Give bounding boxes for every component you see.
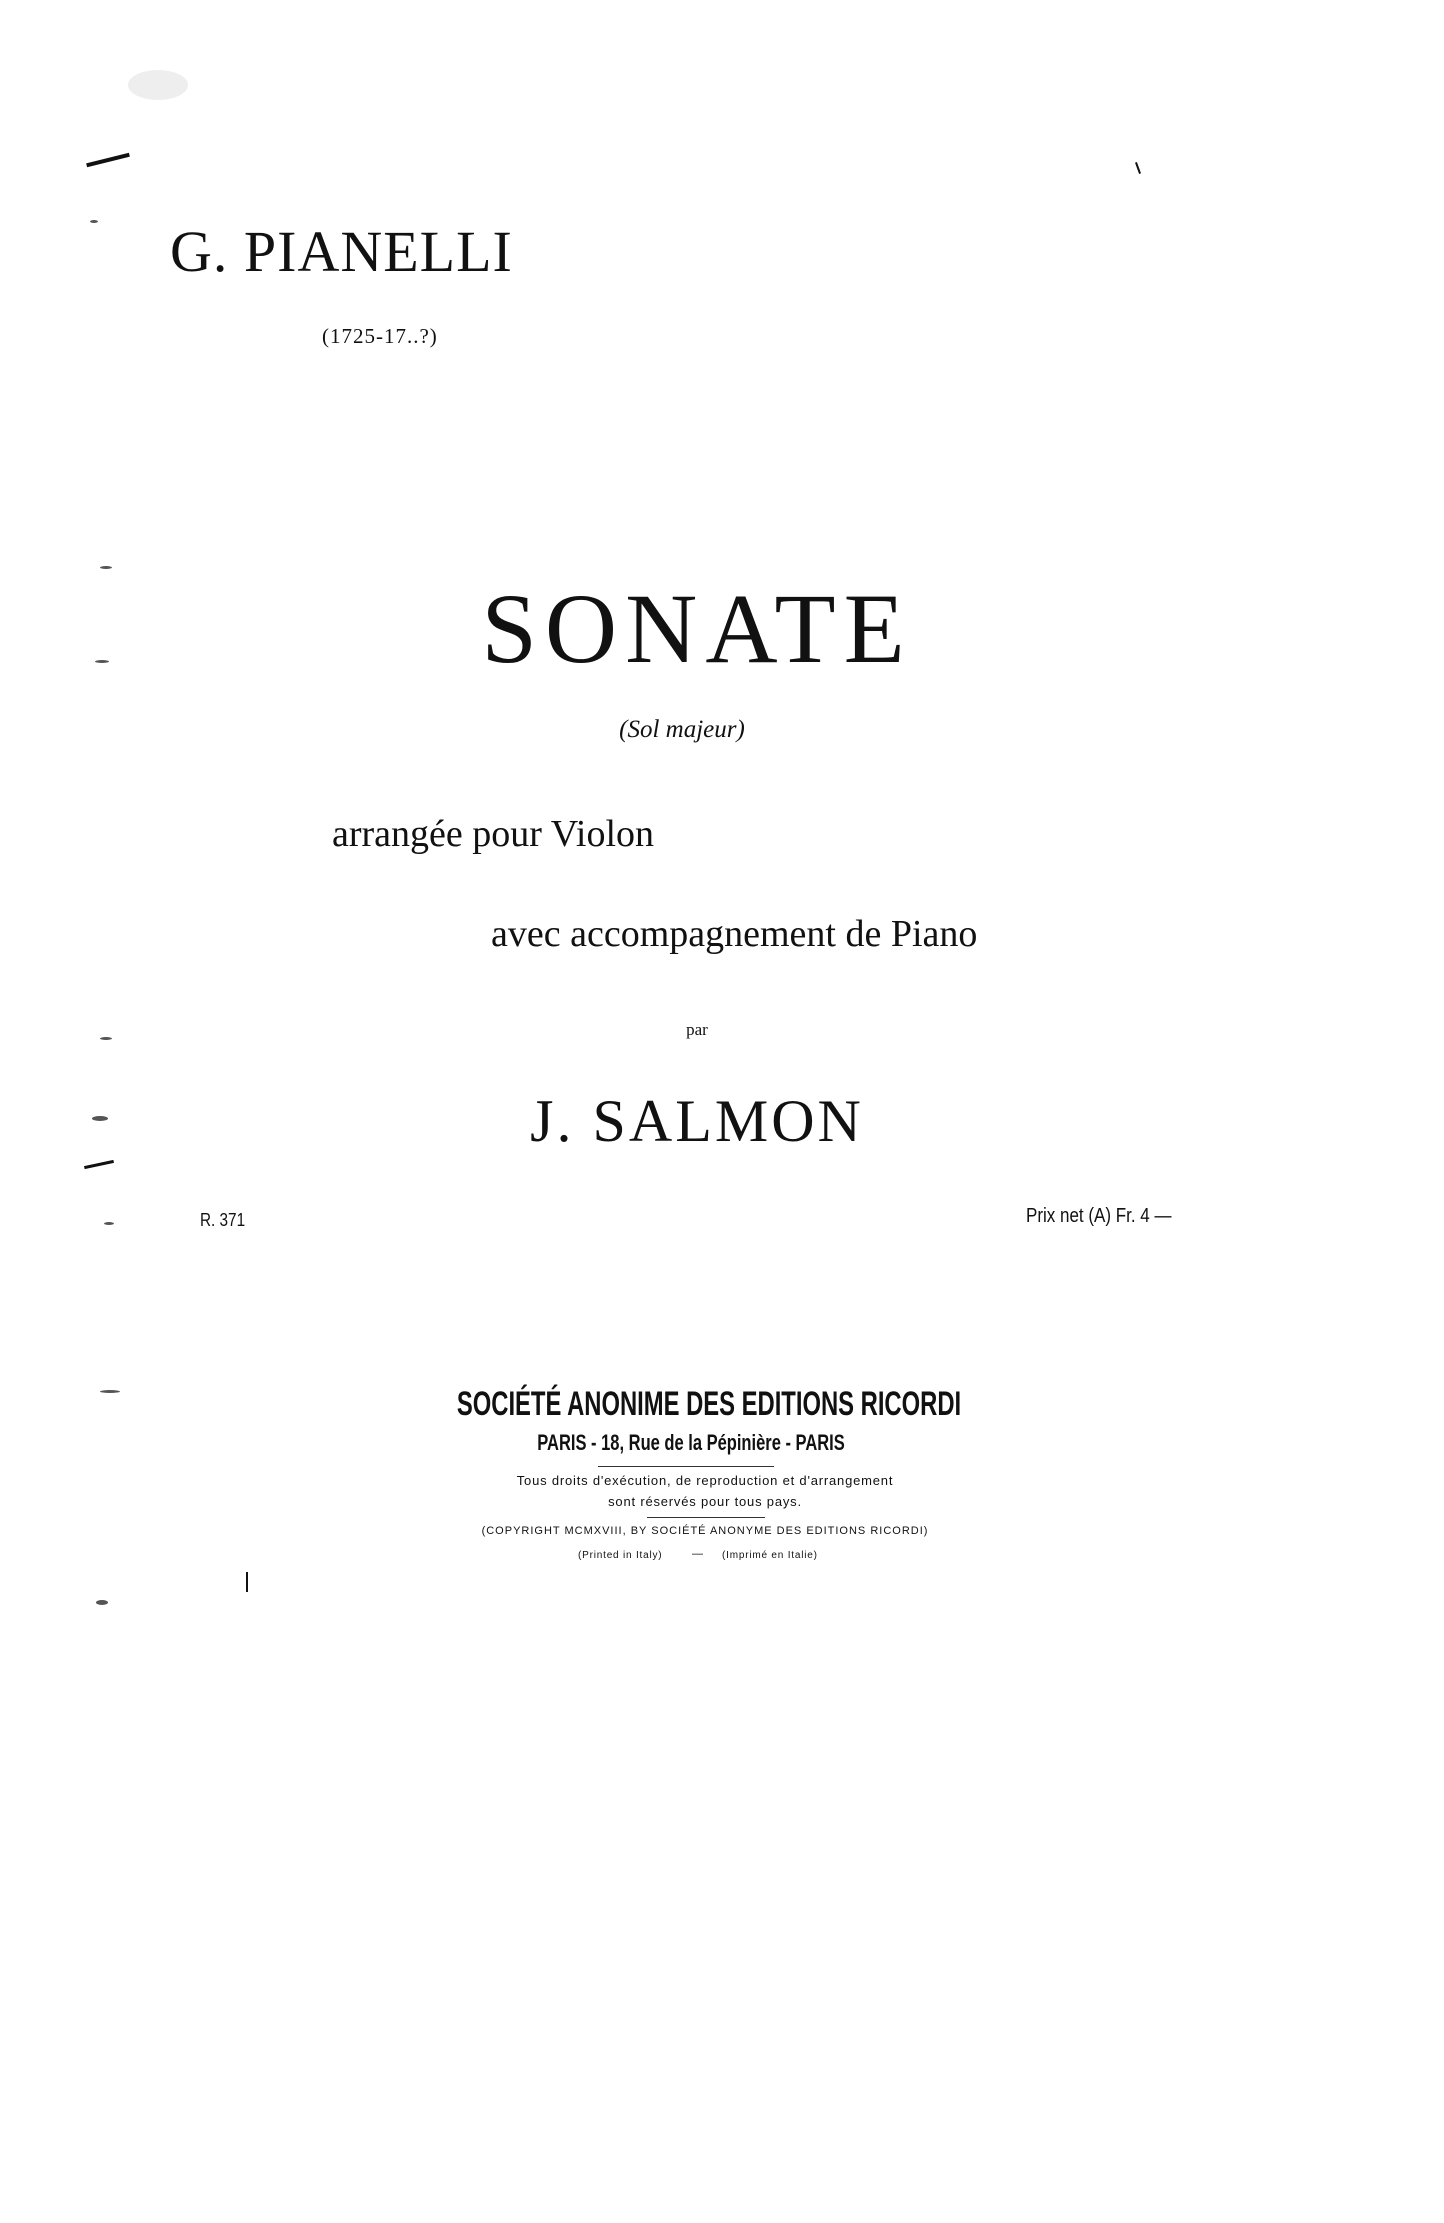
scan-speck [90, 220, 98, 223]
scan-speck [95, 660, 109, 663]
rights-line-2: sont réservés pour tous pays. [608, 1494, 802, 1509]
arrangement-line-2: avec accompagnement de Piano [491, 913, 978, 955]
scan-speck [100, 566, 112, 569]
scan-mark [1135, 162, 1141, 174]
composer-name: G. PIANELLI [170, 219, 513, 284]
by-label: par [686, 1020, 708, 1039]
printed-dash: — [692, 1548, 703, 1560]
scan-speck [92, 1116, 108, 1121]
price: Prix net (A) Fr. 4 — [1026, 1205, 1172, 1227]
scan-speck [100, 1037, 112, 1040]
work-key: (Sol majeur) [619, 716, 745, 743]
publisher-name: SOCIÉTÉ ANONIME DES EDITIONS RICORDI [456, 1385, 962, 1423]
scan-speck [100, 1390, 120, 1393]
rights-line-1: Tous droits d'exécution, de reproduction et d'arrangement [516, 1473, 894, 1488]
divider [598, 1466, 774, 1467]
scan-speck [128, 70, 188, 100]
copyright-line: (COPYRIGHT MCMXVIII, BY SOCIÉTÉ ANONYME DES EDITIONS RICORDI) [481, 1525, 929, 1537]
catalog-number: R. 371 [200, 1210, 246, 1230]
composer-dates: (1725-17..?) [322, 324, 438, 348]
scan-mark [246, 1572, 248, 1592]
arranger-name: J. SALMON [530, 1088, 864, 1154]
arrangement-line-1: arrangée pour Violon [332, 813, 655, 855]
scan-speck [104, 1222, 114, 1225]
divider [647, 1517, 765, 1518]
publisher-address: PARIS - 18, Rue de la Pépinière - PARIS [537, 1430, 845, 1455]
printed-in-en: (Printed in Italy) [578, 1550, 663, 1561]
work-title: SONATE [481, 573, 913, 684]
scan-speck [96, 1600, 108, 1605]
scan-mark [86, 153, 130, 168]
scan-mark [84, 1160, 114, 1169]
printed-in-fr: (Imprimé en Italie) [722, 1550, 818, 1561]
